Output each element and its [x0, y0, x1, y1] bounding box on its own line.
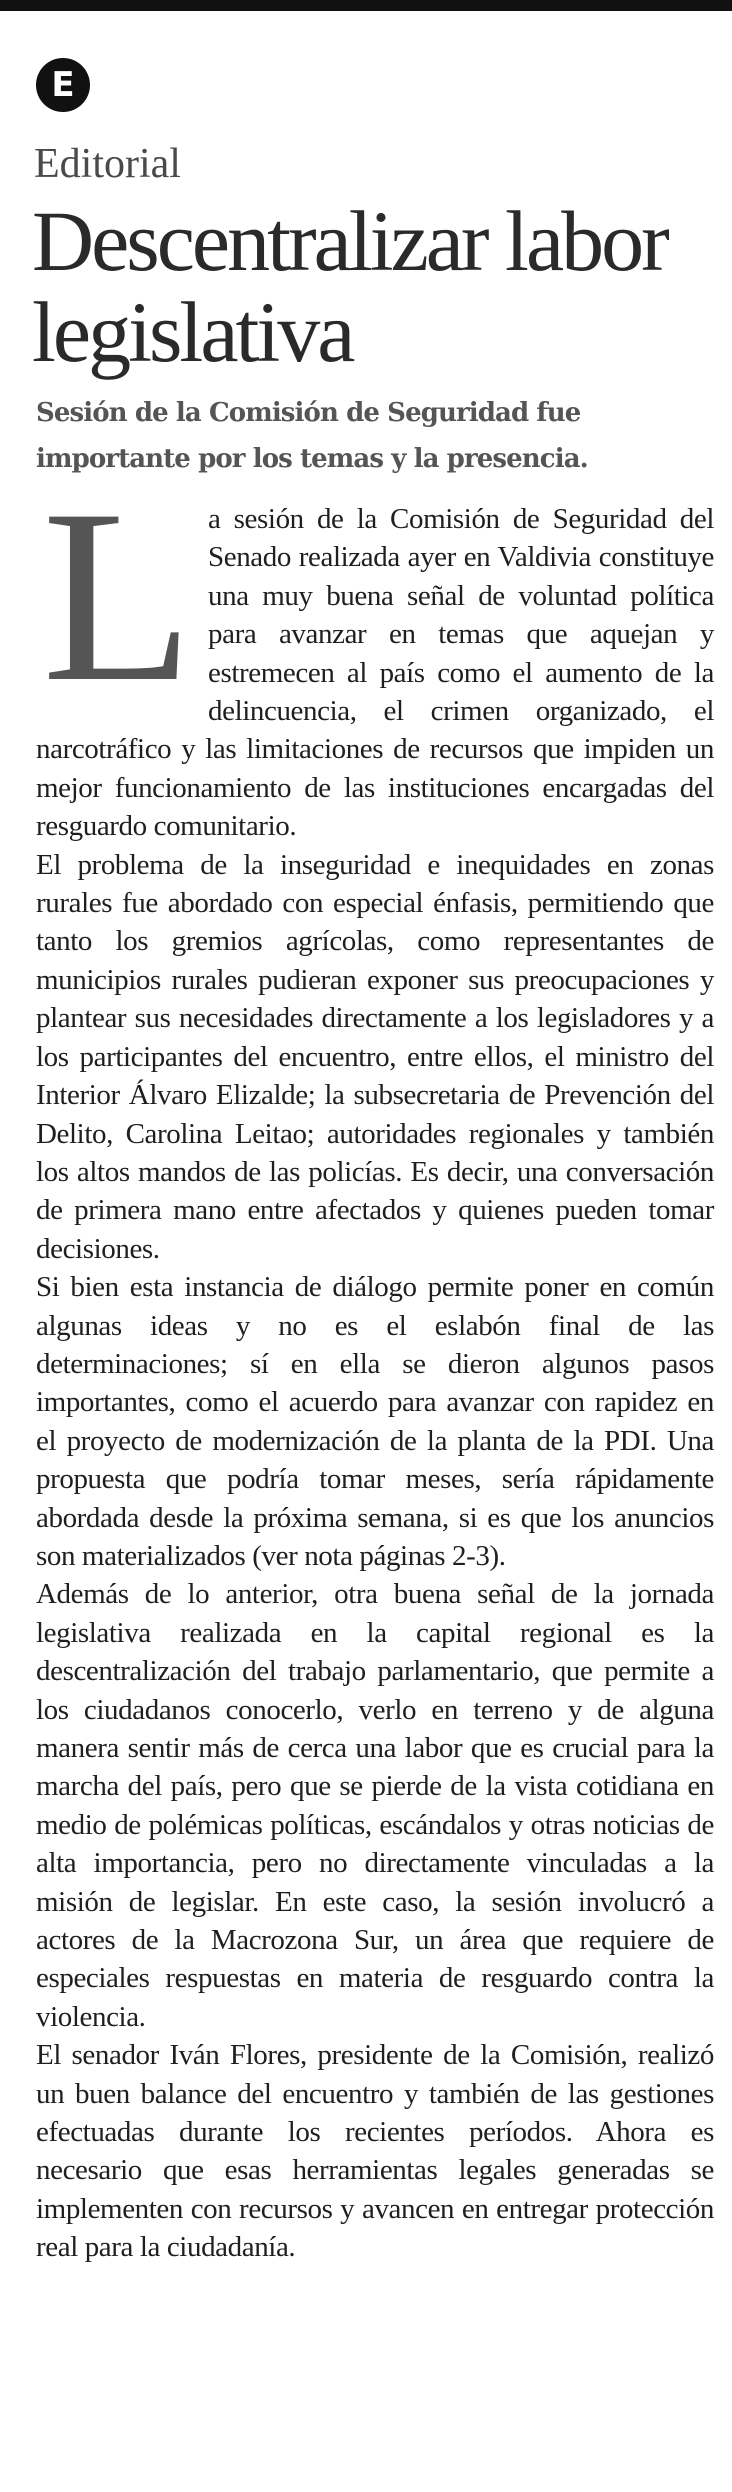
section-badge: E — [36, 58, 90, 112]
paragraph-4: Además de lo anterior, otra buena señal de la jornada legislativa realizada en la capital regional es la descentralización del trabajo parlamentario, que permite a los ciudadanos conocerlo, verlo en terreno y de alguna manera sentir más de cerca una labor que es crucial para la marcha del país, pero que se pierde de la vista cotidiana en medio de polémicas políticas, escándalos y otras noticias de alta importancia, pero no directamente vinculadas a la misión de legislar. En este caso, la sesión involucró a actores de la Macrozona Sur, un área que requiere de especiales respuestas en materia de resguardo contra la violencia. — [36, 1578, 714, 2033]
paragraph-1: a sesión de la Comisión de Seguridad del Senado realizada ayer en Valdivia constituye una muy buena señal de voluntad política para avanzar en temas que aquejan y estremecen al país como el aumento de la delincuencia, el crimen organizado, el narcotráfico y las limitaciones de recursos que impiden un mejor funcionamiento de las instituciones encargadas del resguardo comunitario. — [36, 503, 714, 843]
drop-cap-space — [36, 500, 208, 726]
section-label: Editorial — [34, 141, 181, 187]
paragraph-2: El problema de la inseguridad e inequidades en zonas rurales fue abordado con especial énfasis, permitiendo que tanto los gremios agrícolas, como representantes de municipios rurales pudieran exponer sus preocupaciones y plantear sus necesidades directamente a los legisladores y a los participantes del encuentro, entre ellos, el ministro del Interior Álvaro Elizalde; la subsecretaria de Prevención del Delito, Carolina Leitao; autoridades regionales y también los altos mandos de las policías. Es decir, una conversación de primera mano entre afectados y quienes pueden tomar decisiones. — [36, 848, 714, 1265]
top-rule — [0, 0, 732, 11]
paragraph-5: El senador Iván Flores, presidente de la Comisión, realizó un buen balance del encuentro y también de las gestiones efectuadas durante los recientes períodos. Ahora es necesario que esas herramientas legales generadas se implementen con recursos y avancen en entregar protección real para la ciudadanía. — [36, 2039, 714, 2264]
article-body — [36, 500, 714, 2267]
paragraph-3: Si bien esta instancia de diálogo permite poner en común algunas ideas y no es el eslabón final de las determinaciones; sí en ella se dieron algunos pasos importantes, como el acuerdo para avanzar con rapidez en el proyecto de modernización de la planta de la PDI. Una propuesta que podría tomar meses, sería rápidamente abordada desde la próxima semana, si es que los anuncios son materializados (ver nota páginas 2-3). — [36, 1271, 714, 1572]
subtitle: Sesión de la Comisión de Seguridad fue importante por los temas y la presencia. — [36, 398, 588, 474]
drop-cap: L — [42, 458, 194, 733]
headline: Descentralizar labor legislativa — [32, 193, 667, 380]
